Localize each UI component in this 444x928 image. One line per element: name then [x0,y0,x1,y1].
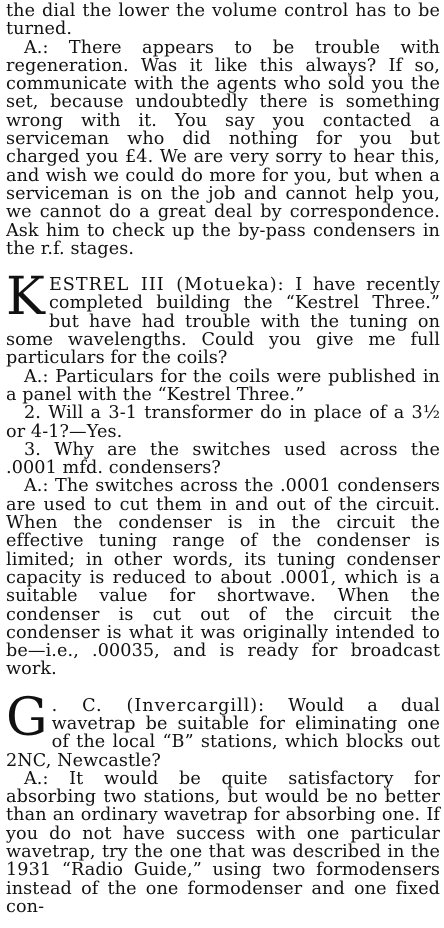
answer-block-regeneration [6,2,440,258]
gc-answer: A.: It would be quite satisfactory for absorbing two stations, but would be no better than an ordinary wavetrap for absorbing one. If you do not have success with one particular wavetrap, try the one that was described in the 1931 “Radio Guide,” using two formodensers instead of the one formodenser and one fixed con- [6,768,440,917]
dropcap-letter: K [6,267,45,328]
querent-name: ESTREL III (Motueka): [48,275,285,296]
query-gc [6,687,440,917]
gc-question: Would a dual wavetrap be suitable for eliminating one of the local “B” stations, which blocks out 2NC, Newcastle? [6,695,440,771]
kestrel-question-3: 3. Why are the switches used across the .0001 mfd. condensers? [6,439,440,479]
kestrel-question: I have recently completed building the “Kestrel Three.” but have had trouble with the tuning on some wavelengths. Could you give me full particulars for the coils? [6,275,440,369]
kestrel-answer-1: A.: Particulars for the coils were published in a panel with the “Kestrel Three.” [6,366,440,405]
kestrel-question-paragraph [6,267,440,369]
querent-name: . C. (Invercargill): [51,695,266,716]
question-tail: the dial the lower the volume control has to be turned. [6,1,440,40]
gc-question-paragraph [6,687,440,771]
kestrel-question-2: 2. Will a 3-1 transformer do in place of a 3½ or 4-1?—Yes. [6,403,440,442]
kestrel-answer-3: A.: The switches across the .0001 condensers are used to cut them in and out of the circuit. When the condenser is in the circuit the effective tuning range of the condenser is limited; in other words, its tuning condenser capacity is reduced to about .0001, which is a suitable value for shortwave. When the condenser is cut out of the circuit the condenser is what it was originally intended to be—i.e., .00035, and is ready for broadcast work. [6,476,440,680]
dropcap-letter: G [6,687,48,748]
query-kestrel [6,267,440,680]
answer-regeneration: A.: There appears to be trouble with regeneration. Was it like this always? If so, communicate with the agents who sold you the set, because undoubtedly there is something wrong with it. You say you contacted a serviceman who did nothing for you but charged you £4. We are very sorry to hear this, and wish we could do more for you, but when a serviceman is on the job and cannot help you, we cannot do a great deal by correspondence. Ask him to check up the by-pass condensers in the r.f. stages. [6,37,440,259]
